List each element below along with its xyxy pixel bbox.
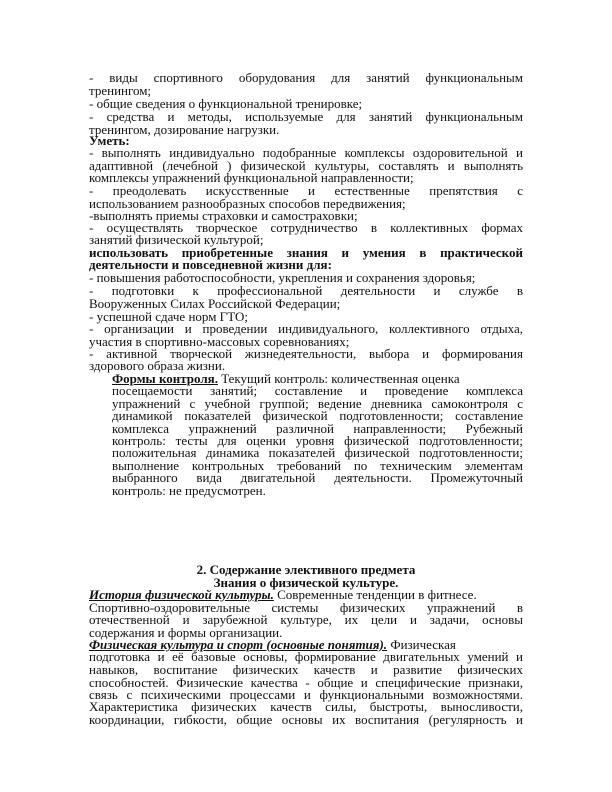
section-label-umet: Уметь:: [89, 133, 130, 148]
text-line: подготовка и её базовые основы, формирование двигательных умений и: [89, 649, 523, 664]
text-line: выполнение контрольных требований по техническим элементам: [112, 458, 523, 473]
text-line: тренингом;: [89, 83, 152, 98]
text-line: - выполнять индивидуально подобранные комплексы оздоровительной и: [89, 145, 523, 160]
text-line: способностей. Физические качества - общие и специфические признаки,: [89, 675, 523, 690]
text-line: - осуществлять творческое сотрудничество в коллективных формах: [89, 220, 523, 235]
text-line: участия в спортивно-массовых соревнованиях;: [89, 334, 350, 349]
bold-text-line: использовать приобретенные знания и умения в практической: [89, 245, 523, 260]
control-first-rest: Текущий контроль: количественная оценка: [217, 371, 460, 386]
text-line: координации, гибкости, общие основы их воспитания (регулярность и: [89, 712, 523, 727]
text-line: выбранного вида двигательной деятельности. Промежуточный: [112, 470, 523, 485]
text-line: - организации и проведении индивидуального, коллективного отдыха,: [89, 321, 523, 336]
text-line: использованием разнообразных способов передвижения;: [89, 196, 406, 211]
text-line: связь с психическими процессами и функциональными возможностями.: [89, 687, 523, 702]
text-line: - преодолевать искусственные и естественные препятствия с: [89, 183, 523, 198]
text-line: отечественной и зарубежной культуре, их цели и задачи, основы: [89, 612, 523, 627]
text-line: - средства и методы, используемые для занятий функциональным: [89, 109, 523, 124]
text-line: - повышения работоспособности, укрепления и сохранения здоровья;: [89, 270, 476, 285]
text-line: навыков, воспитание физических качеств и развитие физических: [89, 662, 523, 677]
control-heading: Формы контроля.: [112, 371, 218, 386]
section-title: 2. Содержание элективного предмета: [196, 562, 416, 577]
history-first-rest: Современные тенденции в фитнесе.: [273, 587, 477, 602]
bold-text: деятельности и повседневной жизни для:: [89, 257, 332, 272]
text-line: здорового образа жизни.: [89, 358, 226, 373]
text-line: - виды спортивного оборудования для занятий функциональным: [89, 70, 523, 85]
text-line: контроль: тесты для оценки уровня физической подготовленности;: [112, 433, 523, 448]
text-line: - активной творческой жизнедеятельности, выбора и формирования: [89, 346, 523, 361]
text-line: - успешной сдаче норм ГТО;: [89, 309, 248, 324]
text-line: содержания и формы организации.: [89, 625, 283, 640]
text-line: тренингом, дозирование нагрузки.: [89, 122, 280, 137]
text-line: Спортивно-оздоровительные системы физических упражнений в: [89, 600, 523, 615]
text-line: контроль: не предусмотрен.: [112, 483, 266, 498]
text-line: адаптивной (лечебной ) физической культуры, составлять и выполнять: [89, 158, 523, 173]
text-line: Характеристика физических качеств силы, быстроты, выносливости,: [89, 699, 523, 714]
concepts-first-rest: Физическая: [387, 637, 456, 652]
text-line: упражнений с учебной группой; ведение дневника самоконтроля с: [112, 396, 523, 411]
text-line: комплекса упражнений различной направленности; Рубежный: [112, 421, 523, 436]
concepts-heading: Физическая культура и спорт (основные понятия).: [89, 637, 388, 652]
text-line: - общие сведения о функциональной тренировке;: [89, 96, 363, 111]
history-heading: История физической культуры.: [89, 587, 274, 602]
text-line: Вооруженных Силах Российской Федерации;: [89, 296, 341, 311]
text-line: -выполнять приемы страховки и самостраховки;: [89, 208, 358, 223]
text-line: положительная динамика показателей физической подготовленности;: [112, 445, 523, 460]
text-line: комплексы упражнений функциональной направленности;: [89, 170, 414, 185]
text-line: посещаемости занятий; составление и проведение комплекса: [112, 383, 523, 398]
text-line: динамикой показателей физической подготовленности; составление: [112, 408, 523, 423]
section-subtitle: Знания о физической культуре.: [213, 575, 399, 590]
text-line: - подготовки к профессиональной деятельности и службе в: [89, 283, 523, 298]
text-line: занятий физической культурой;: [89, 232, 264, 247]
